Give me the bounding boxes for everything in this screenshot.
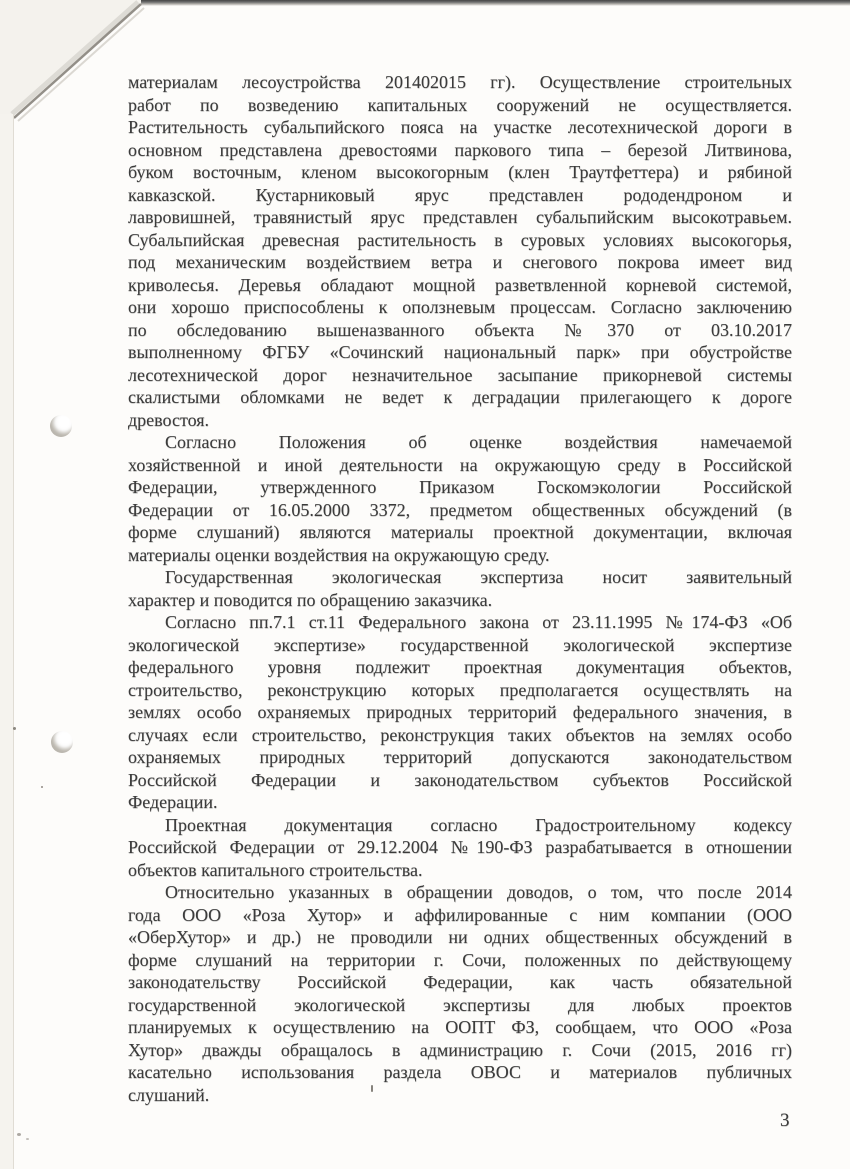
hole-punch-mark xyxy=(50,415,72,437)
paragraph xyxy=(128,611,792,814)
text-line: государственной экологической экспертизы для любых проектов xyxy=(128,994,792,1015)
text-line: криволесья. Деревья обладают мощной разветвленной корневой системой, xyxy=(128,274,792,295)
text-line: Федерации. xyxy=(128,792,218,812)
text-line: года ООО «Роза Хутор» и аффилированные с ним компании (ООО xyxy=(128,904,792,925)
scanner-edge-top xyxy=(122,0,850,6)
text-line: Относительно указанных в обращении доводов, о том, что после 2014 xyxy=(165,882,792,902)
text-line: Растительность субальпийского пояса на участке лесотехнической дороги в xyxy=(128,117,792,137)
paragraph xyxy=(128,71,792,431)
paragraph xyxy=(128,566,792,611)
text-line: Государственная экологическая экспертиза носит заявительный xyxy=(165,567,792,587)
text-line: работ по возведению капитальных сооружений не осуществляется. xyxy=(128,94,792,115)
text-line: лавровишней, травянистый ярус представлен субальпийским высокотравьем. xyxy=(128,207,792,227)
text-line: Согласно Положения об оценке воздействия намечаемой xyxy=(165,432,792,452)
hole-punch-mark xyxy=(51,731,73,753)
text-line: основном представлена древостоями паркового типа – березой Литвинова, xyxy=(128,139,792,160)
text-line: охраняемых природных территорий допускаются законодательством xyxy=(128,747,792,767)
text-line: характер и поводится по обращению заказчика. xyxy=(128,589,493,610)
text-line: законодательству Российской Федерации, как часть обязательной xyxy=(128,972,792,992)
text-line: «ОберХутор» и др.) не проводили ни одних общественных обсуждений в xyxy=(128,927,792,947)
text-line: федерального уровня подлежит проектная документация объектов, xyxy=(128,657,792,677)
text-line: строительство, реконструкцию которых предполагается осуществлять на xyxy=(128,679,792,700)
text-block xyxy=(128,71,792,1106)
text-line: древостоя. xyxy=(128,409,210,430)
text-line: Проектная документация согласно Градостроительному кодексу xyxy=(165,814,792,835)
text-line: объектов капитального строительства. xyxy=(128,859,423,880)
text-line: выполненному ФГБУ «Сочинский национальный парк» при обустройстве xyxy=(128,342,792,362)
text-line: землях особо охраняемых природных территорий федерального значения, в xyxy=(128,702,792,722)
text-line: по обследованию вышеназванного объекта №370 от 03.10.2017 xyxy=(128,319,792,340)
text-line: буком восточным, кленом высокогорным (клен Траутфеттера) и рябиной xyxy=(128,162,792,182)
scanner-left-edge xyxy=(0,114,14,1169)
text-line: под механическим воздействием ветра и снегового покрова имеет вид xyxy=(128,252,792,272)
scan-speck xyxy=(26,1138,29,1140)
text-line: Федерации от 16.05.2000 3372, предметом общественных обсуждений (в xyxy=(128,499,792,520)
scan-speck xyxy=(41,786,43,788)
text-line: планируемых к осуществлению на ООПТ ФЗ, сообщаем, что ООО «Роза xyxy=(128,1017,792,1037)
paragraph xyxy=(128,431,792,566)
text-line: Согласно пп.7.1 ст.11 Федерального закона от 23.11.1995 №174-ФЗ «Об xyxy=(165,612,792,632)
text-line: лесотехнической дорог незначительное засыпание прикорневой системы xyxy=(128,364,792,385)
paragraph xyxy=(128,881,792,1106)
text-line: материалам лесоустройства 201402015 гг). Осуществление строительных xyxy=(128,72,792,92)
text-line: хозяйственной и иной деятельности на окружающую среду в Российской xyxy=(128,454,792,475)
text-line: Хутор» дважды обращалось в администрацию г. Сочи (2015, 2016 гг) xyxy=(128,1039,792,1060)
text-line: скалистыми обломками не ведет к деградации прилегающего к дороге xyxy=(128,387,792,407)
page-number: 3 xyxy=(780,1110,790,1131)
text-line: экологической экспертизе» государственной экологической экспертизе xyxy=(128,634,792,655)
text-line: слушаний. xyxy=(128,1084,210,1105)
scan-speck xyxy=(17,1133,21,1136)
text-line: касательно использования раздела ОВОС и материалов публичных xyxy=(128,1062,792,1082)
scan-speck xyxy=(13,727,16,730)
paragraph xyxy=(128,814,792,882)
text-line: форме слушаний на территории г. Сочи, положенных по действующему xyxy=(128,949,792,970)
text-line: форме слушаний) являются материалы проектной документации, включая xyxy=(128,522,792,542)
text-line: кавказской. Кустарниковый ярус представлен рододендроном и xyxy=(128,184,792,205)
text-line: Субальпийская древесная растительность в суровых условиях высокогорья, xyxy=(128,229,792,250)
text-line: случаях если строительство, реконструкция таких объектов на землях особо xyxy=(128,724,792,745)
text-line: они хорошо приспособлены к оползневым процессам. Согласно заключению xyxy=(128,297,792,317)
text-line: Российской Федерации от 29.12.2004 №190-ФЗ разрабатывается в отношении xyxy=(128,837,792,857)
text-line: Федерации, утвержденного Приказом Госкомэкологии Российской xyxy=(128,477,792,497)
text-line: Российской Федерации и законодательством субъектов Российской xyxy=(128,769,792,790)
text-line: материалы оценки воздействия на окружающую среду. xyxy=(128,544,550,565)
